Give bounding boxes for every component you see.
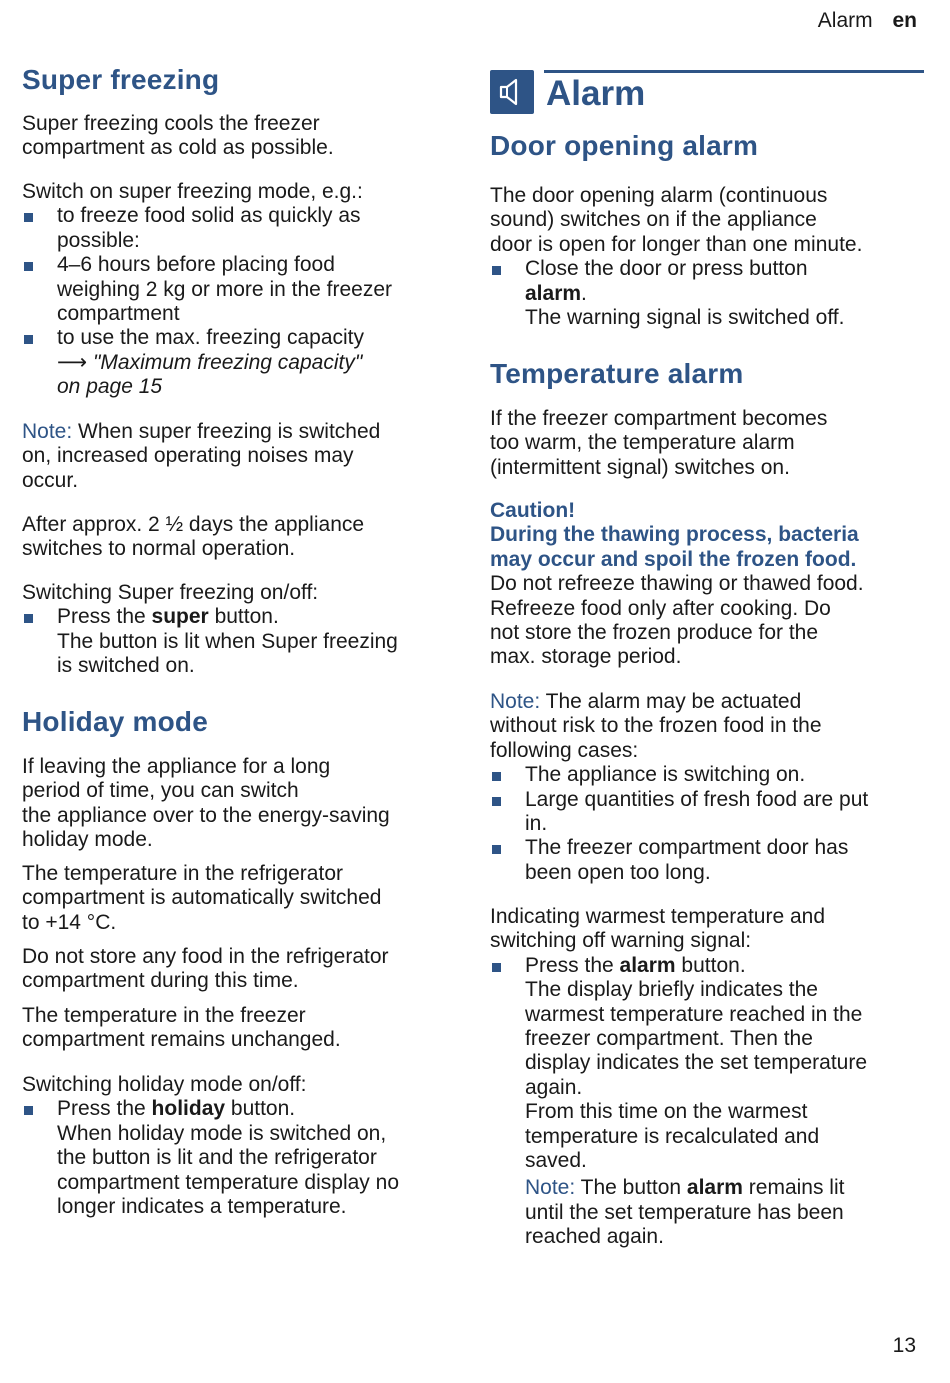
bullet-square-icon xyxy=(492,963,501,972)
holiday-button-label: holiday xyxy=(151,1097,226,1121)
super-freezing-intro xyxy=(22,112,452,161)
text-line: Switching holiday mode on/off: xyxy=(22,1073,307,1096)
text-line: Indicating warmest temperature and xyxy=(490,905,826,928)
super-freezing-heading xyxy=(22,63,452,97)
section-title: Holiday mode xyxy=(22,706,208,737)
text-line: The temperature in the refrigerator xyxy=(22,862,343,885)
header-section: Alarm xyxy=(817,9,873,32)
text-line: switches to normal operation. xyxy=(22,537,296,561)
section-title: Door opening alarm xyxy=(490,130,759,161)
text-line: period of time, you can switch xyxy=(22,779,299,803)
alarm-button-label: alarm xyxy=(525,281,582,305)
text-line: max. storage period. xyxy=(490,645,682,669)
bullet-square-icon xyxy=(492,266,501,275)
bullet-square-icon xyxy=(24,1106,33,1115)
note-label: Note: xyxy=(22,420,73,443)
text-line: The temperature in the freezer xyxy=(22,1004,306,1027)
text-line: Note: The alarm may be actuated xyxy=(490,690,802,713)
text-line: too warm, the temperature alarm xyxy=(490,431,795,455)
text-line: Super freezing cools the freezer xyxy=(22,112,320,135)
list-item: to freeze food solid as quickly as possible: xyxy=(22,204,452,253)
bullet-list xyxy=(490,257,920,330)
temperature-alarm-intro xyxy=(490,407,920,480)
text-line: If the freezer compartment becomes xyxy=(490,407,828,430)
text-line: Switch on super freezing mode, e.g.: xyxy=(22,180,363,203)
holiday-heading xyxy=(22,705,452,739)
bullet-list xyxy=(22,1097,452,1219)
temperature-alarm-heading xyxy=(490,357,920,391)
alarm-button-label: alarm xyxy=(619,953,676,977)
list-item: Close the door or press button alarm. The warning signal is switched off. xyxy=(490,257,920,330)
text-line: compartment as cold as possible. xyxy=(22,136,334,160)
text-line: without risk to the frozen food in the xyxy=(490,714,822,738)
bullet-square-icon xyxy=(24,335,33,344)
cross-reference-link[interactable]: "Maximum freezing capacity" xyxy=(87,350,363,374)
text-line: the appliance over to the energy-saving xyxy=(22,803,390,827)
caution-block xyxy=(490,499,920,670)
text-line: If leaving the appliance for a long xyxy=(22,755,331,778)
caution-line: During the thawing process, bacteria xyxy=(490,523,859,547)
text-line: following cases: xyxy=(490,738,639,762)
running-header xyxy=(818,9,917,33)
text-line: on, increased operating noises may xyxy=(22,444,354,468)
text-line: occur. xyxy=(22,468,79,492)
caution-label: Caution! xyxy=(490,499,576,522)
cross-reference-page[interactable]: on page 15 xyxy=(57,375,163,399)
super-freezing-note xyxy=(22,420,452,493)
header-language: en xyxy=(892,9,917,32)
holiday-p2 xyxy=(22,862,452,935)
text-line: Do not refreeze thawing or thawed food. xyxy=(490,572,864,596)
bullet-list xyxy=(22,204,452,399)
arrow-right-icon: ⟶ xyxy=(57,350,88,374)
chapter-title: Alarm xyxy=(546,74,646,113)
page-number: 13 xyxy=(892,1334,916,1357)
indicating-warmest-block xyxy=(490,905,920,1250)
text-line: The door opening alarm (continuous xyxy=(490,184,828,207)
holiday-p3 xyxy=(22,945,452,994)
text-line: After approx. 2 ½ days the appliance xyxy=(22,513,365,536)
text-line: Do not store any food in the refrigerator xyxy=(22,945,389,968)
text-line: to +14 °C. xyxy=(22,910,117,934)
super-button-label: super xyxy=(151,605,209,629)
text-line: compartment is automatically switched xyxy=(22,886,382,910)
text-line: Refreeze food only after cooking. Do xyxy=(490,596,831,620)
bullet-square-icon xyxy=(24,213,33,222)
alarm-button-label: alarm xyxy=(686,1176,743,1200)
text-line: compartment remains unchanged. xyxy=(22,1028,341,1052)
section-title: Temperature alarm xyxy=(490,358,744,389)
super-onoff-block xyxy=(22,581,452,679)
list-item: The freezer compartment door has been open too long. xyxy=(490,836,920,885)
list-item: Press the holiday button. When holiday mode is switched on, the button is lit and the refrigerator compartment temperature display no longer indicates a temperature. xyxy=(22,1097,452,1219)
text-line: door is open for longer than one minute. xyxy=(490,232,863,256)
caution-line: may occur and spoil the frozen food. xyxy=(490,547,857,571)
note-label: Note: xyxy=(525,1176,576,1200)
text-line: holiday mode. xyxy=(22,828,153,852)
door-alarm-body xyxy=(490,184,920,330)
list-item: 4–6 hours before placing food weighing 2 kg or more in the freezer compartment xyxy=(22,253,452,326)
text-line: Note: When super freezing is switched xyxy=(22,420,381,443)
final-note: Note: The button alarm remains lit until the set temperature has been reached again. xyxy=(525,1176,845,1249)
bullet-square-icon xyxy=(492,797,501,806)
holiday-p1 xyxy=(22,755,452,853)
after-approx-paragraph xyxy=(22,513,452,562)
bullet-square-icon xyxy=(24,262,33,271)
text-line: Switching Super freezing on/off: xyxy=(22,581,319,604)
list-item: Large quantities of fresh food are put in. xyxy=(490,788,920,837)
text-line: sound) switches on if the appliance xyxy=(490,208,817,232)
bullet-square-icon xyxy=(492,845,501,854)
note-label: Note: xyxy=(490,690,541,713)
text-line: (intermittent signal) switches on. xyxy=(490,455,790,479)
list-item: to use the max. freezing capacity ⟶ "Maximum freezing capacity" on page 15 xyxy=(22,326,452,399)
text-line: compartment during this time. xyxy=(22,969,299,993)
list-item: The appliance is switching on. xyxy=(490,763,920,787)
heading-rule xyxy=(544,70,924,73)
section-title: Super freezing xyxy=(22,64,220,95)
holiday-onoff-block xyxy=(22,1073,452,1219)
bullet-square-icon xyxy=(492,772,501,781)
list-item: Press the super button. The button is lit when Super freezing is switched on. xyxy=(22,605,452,678)
text-line: not store the frozen produce for the xyxy=(490,621,819,645)
bullet-square-icon xyxy=(24,614,33,623)
speaker-icon xyxy=(490,70,534,114)
holiday-p4 xyxy=(22,1004,452,1053)
switch-on-block xyxy=(22,180,452,400)
bullet-list xyxy=(490,954,920,1250)
text-line: switching off warning signal: xyxy=(490,929,752,953)
temperature-alarm-note xyxy=(490,690,920,885)
door-alarm-heading xyxy=(490,129,920,163)
bullet-list xyxy=(22,605,452,678)
list-item: Press the alarm button. The display briefly indicates the warmest temperature reached in the freezer compartment. Then the display indicates the set temperature again. From this time on the warmest temperature is recalculated and saved. Note: The button alarm remains lit until the set temperature has been reached again. xyxy=(490,954,920,1250)
alarm-chapter-heading xyxy=(490,66,920,122)
bullet-list xyxy=(490,763,920,885)
